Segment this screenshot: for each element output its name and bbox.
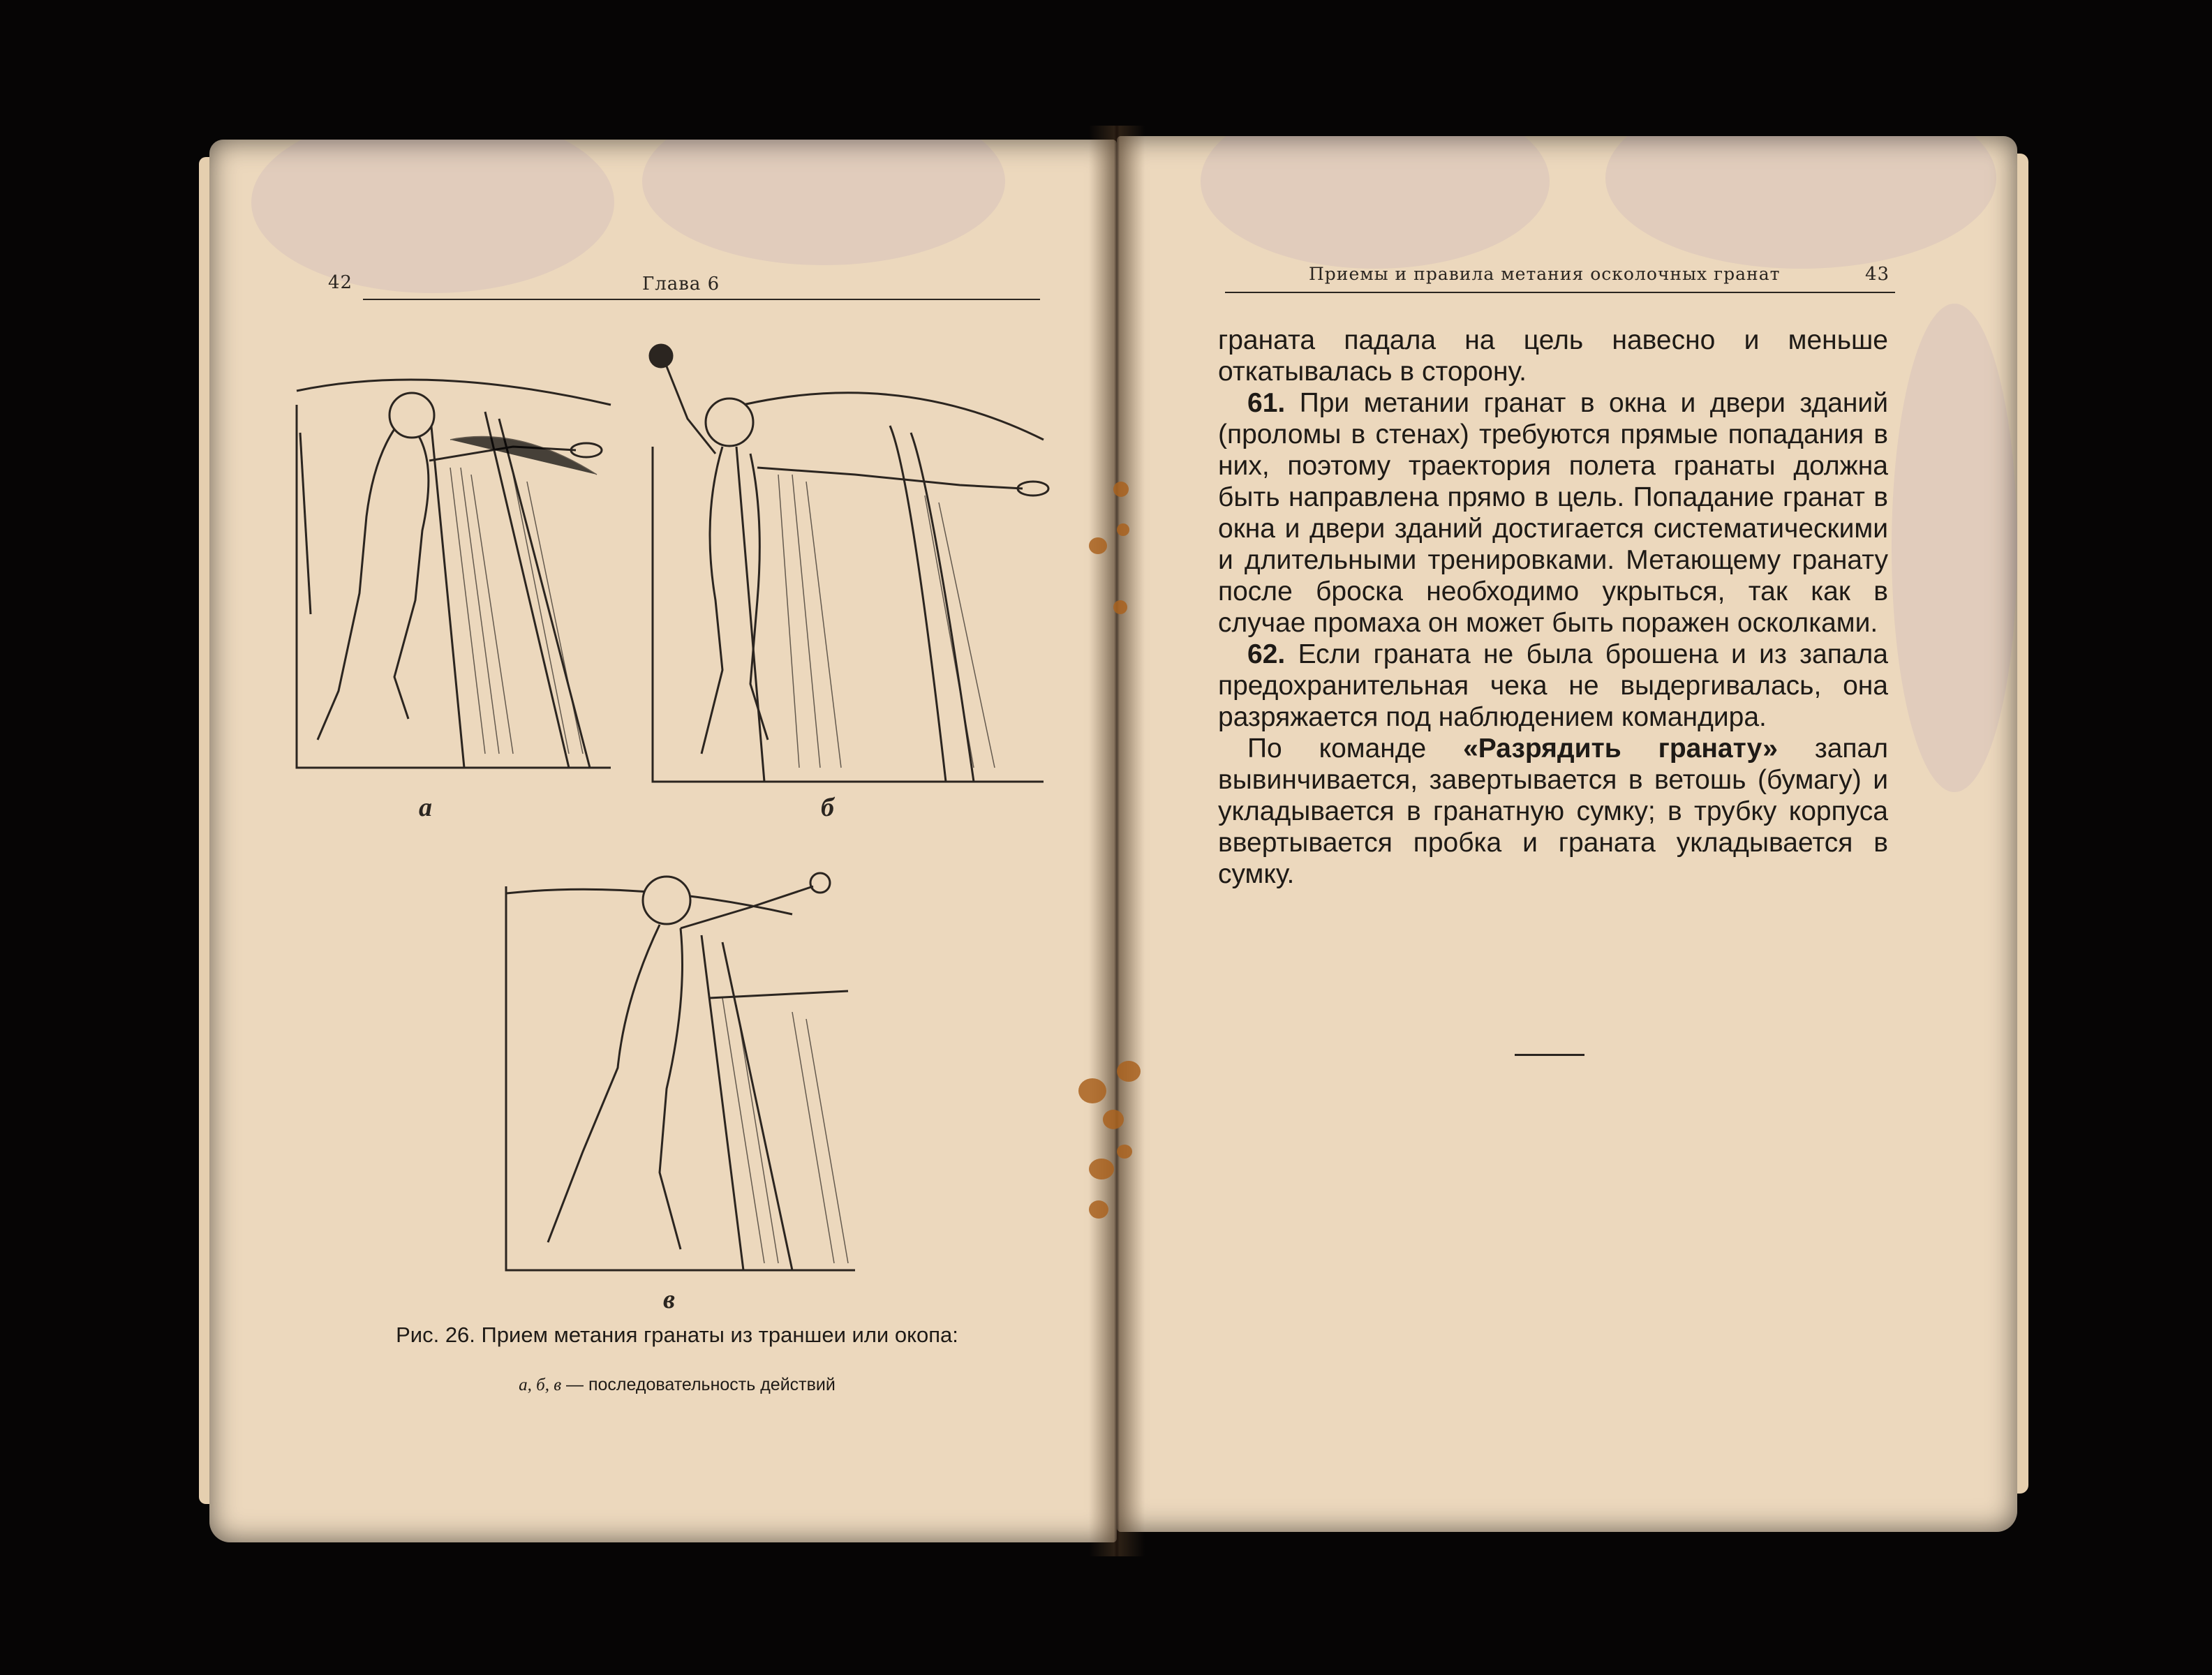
chapter-end-rule <box>1515 1054 1584 1056</box>
paragraph-61 <box>1218 387 1888 639</box>
left-header-rule <box>363 299 1040 300</box>
figure-a-label: а <box>419 793 432 822</box>
rust-stain <box>1078 1078 1106 1103</box>
figure-caption-legend <box>363 1375 991 1395</box>
command-text: запал вывинчивается, завертывается в ветошь (бумагу) и укладывается в гранатную сумку; в трубку корпуса ввертывается пробка и граната укладывается в сумку. <box>1218 734 1888 889</box>
paragraph-command <box>1218 733 1888 890</box>
stamp-smudge <box>1201 136 1550 269</box>
rust-stain <box>1103 1110 1124 1129</box>
rust-stain <box>1113 600 1127 614</box>
left-page-number: 42 <box>328 272 353 293</box>
figure-b-label: б <box>821 793 834 822</box>
stamp-smudge <box>1605 136 1996 269</box>
rust-stain <box>1113 482 1129 497</box>
figure-c-illustration <box>499 858 862 1277</box>
stamp-smudge <box>1892 304 2017 792</box>
paragraph-61-number: 61. <box>1247 388 1286 418</box>
right-running-head: Приемы и правила метания осколочных гранат <box>1309 264 1781 284</box>
paragraph-continued: граната падала на цель навесно и меньше откатывалась в сторону. <box>1218 325 1888 387</box>
left-running-head: Глава 6 <box>642 274 720 295</box>
rust-stain <box>1089 1200 1108 1219</box>
figure-c-label: в <box>663 1285 675 1314</box>
rust-stain <box>1117 523 1129 536</box>
right-page-number: 43 <box>1865 264 1890 285</box>
paragraph-61-text: При метании гранат в окна и двери зданий (проломы в стенах) требуются прямые попадания в них, поэтому траектория полета гранаты должна быть направлена прямо в цель. Попадание гранат в окна и двери зданий достигается систематическими и длительными тренировками. Метающему гранату после броска необходимо укрыться, так как в случае промаха он может быть поражен осколками. <box>1218 388 1888 638</box>
book-gutter <box>1089 126 1145 1556</box>
stamp-smudge <box>642 140 1005 265</box>
command-name: «Разрядить гранату» <box>1463 734 1778 764</box>
paragraph-62-text: Если граната не была брошена и из запала предохранительная чека не выдергивалась, она разряжается под наблюдением командира. <box>1218 639 1888 732</box>
right-header-rule <box>1225 292 1895 293</box>
command-intro: По команде <box>1247 734 1427 764</box>
figure-b-illustration <box>646 335 1051 789</box>
caption-legend-letters: а, б, в <box>519 1376 562 1394</box>
stamp-smudge <box>251 140 614 293</box>
rust-stain <box>1089 537 1107 554</box>
paragraph-62 <box>1218 639 1888 733</box>
caption-legend-text: — последовательность действий <box>566 1375 836 1394</box>
right-page-body <box>1218 325 1888 890</box>
figure-a-illustration <box>290 363 618 782</box>
figure-caption: Рис. 26. Прием метания гранаты из траншеи или окопа: <box>396 1323 958 1347</box>
rust-stain <box>1117 1061 1141 1082</box>
rust-stain <box>1117 1145 1132 1159</box>
rust-stain <box>1089 1159 1114 1179</box>
paragraph-62-number: 62. <box>1247 639 1286 669</box>
